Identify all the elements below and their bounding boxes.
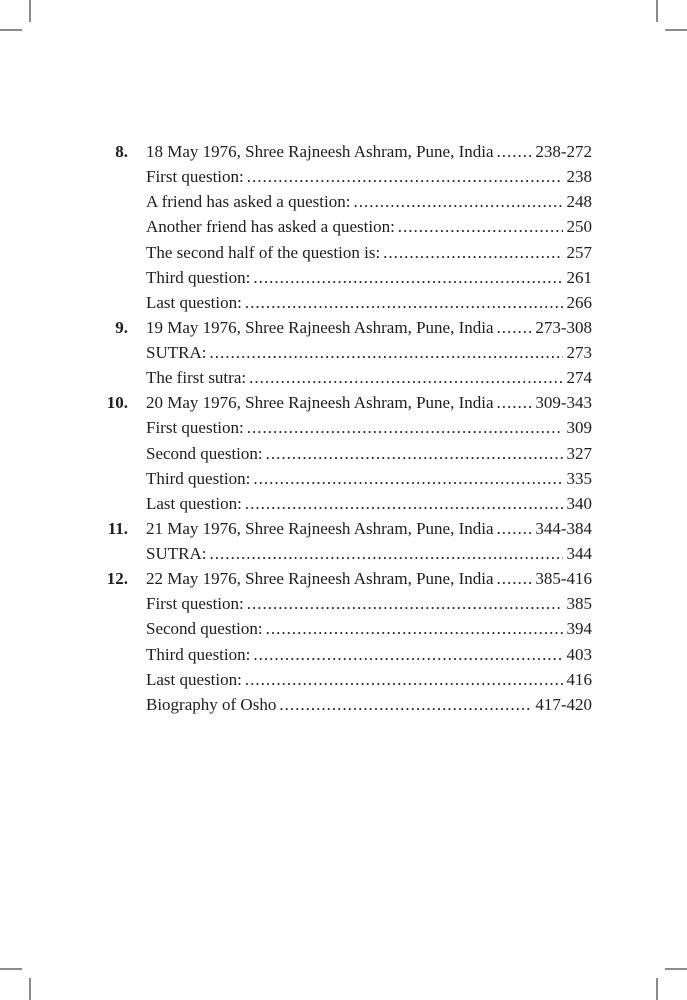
- toc-row: [94, 616, 592, 641]
- toc-row: [94, 240, 592, 265]
- toc-row-leader: [247, 415, 563, 440]
- toc-row-pages: 266: [566, 292, 592, 312]
- toc-row-pages: 416: [566, 669, 592, 689]
- toc-row: [94, 441, 592, 466]
- toc-row-label: Second question:: [146, 443, 263, 463]
- toc-row-leader: [209, 541, 562, 566]
- toc-row-leader: [247, 164, 563, 189]
- toc-row-label: First question:: [146, 418, 244, 438]
- toc-row-pages: 248: [566, 192, 592, 212]
- toc-row-number: 12.: [106, 569, 128, 589]
- toc-row: [94, 415, 592, 440]
- toc-row-pages: 403: [566, 644, 592, 664]
- toc-row-label: Third question:: [146, 468, 251, 488]
- toc-row-label: 18 May 1976, Shree Rajneesh Ashram, Pune, India: [146, 142, 494, 161]
- toc-row-pages: 309: [566, 418, 592, 438]
- toc-row-number: 8.: [115, 142, 128, 161]
- toc-row-label: A friend has asked a question:: [146, 192, 351, 212]
- toc-row-pages: 261: [566, 267, 592, 287]
- toc-row-label: Last question:: [146, 669, 242, 689]
- toc-row-pages: 385-416: [535, 569, 592, 589]
- toc-row: [94, 214, 592, 239]
- crop-mark-top-left-vertical: [29, 0, 31, 22]
- toc-row-label: Biography of Osho: [146, 694, 277, 714]
- toc-row-number: 9.: [115, 317, 128, 337]
- toc-row-label: The first sutra:: [146, 368, 247, 388]
- toc-row-pages: 273-308: [535, 317, 592, 337]
- toc-row-pages: 238: [566, 167, 592, 187]
- toc-row-leader: [353, 189, 562, 214]
- toc-row-leader: [497, 315, 532, 340]
- toc-row-label: Last question:: [146, 292, 242, 312]
- toc-row-label: SUTRA:: [146, 343, 207, 362]
- toc-row-label: 20 May 1976, Shree Rajneesh Ashram, Pune, India: [146, 393, 494, 413]
- toc-chapter-row: [94, 139, 592, 164]
- toc-row-number: 11.: [107, 518, 128, 538]
- toc-row-pages: 344-384: [535, 518, 592, 538]
- toc-chapter-row: [94, 566, 592, 591]
- toc-row-label: Second question:: [146, 619, 263, 639]
- toc-row-leader: [253, 642, 562, 667]
- toc-row-label: Another friend has asked a question:: [146, 217, 395, 237]
- toc-row-leader: [383, 240, 562, 265]
- toc-row: [94, 642, 592, 667]
- toc-row: [94, 290, 592, 315]
- toc-row-label: SUTRA:: [146, 544, 207, 563]
- toc-row-label: First question:: [146, 167, 244, 187]
- toc-row-leader: [497, 516, 532, 541]
- toc-row-leader: [279, 692, 531, 717]
- toc-row-leader: [249, 365, 562, 390]
- toc-chapter-row: [94, 516, 592, 541]
- toc-list: [94, 139, 592, 717]
- toc-row: [94, 491, 592, 516]
- toc-row-pages: 327: [566, 443, 592, 463]
- toc-row-label: Third question:: [146, 267, 251, 287]
- toc-row: [94, 365, 592, 390]
- toc-row-label: 21 May 1976, Shree Rajneesh Ashram, Pune, India: [146, 518, 494, 538]
- toc-row-pages: 335: [566, 468, 592, 488]
- crop-mark-top-left-horizontal: [0, 29, 22, 31]
- toc-row: [94, 340, 592, 365]
- toc-row: [94, 667, 592, 692]
- crop-mark-top-right-vertical: [656, 0, 658, 22]
- toc-row-pages: 344: [566, 544, 592, 563]
- toc-row: [94, 265, 592, 290]
- toc-row-leader: [497, 566, 532, 591]
- toc-row-pages: 274: [566, 368, 592, 388]
- toc-chapter-row: [94, 390, 592, 415]
- toc-row: [94, 692, 592, 717]
- toc-row-label: Third question:: [146, 644, 251, 664]
- toc-row-leader: [266, 441, 563, 466]
- toc-row-number: 10.: [106, 393, 128, 413]
- toc-row-leader: [245, 290, 563, 315]
- toc-row-label: 19 May 1976, Shree Rajneesh Ashram, Pune, India: [146, 317, 494, 337]
- toc-row-label: First question:: [146, 594, 244, 614]
- toc-row: [94, 591, 592, 616]
- toc-row: [94, 164, 592, 189]
- crop-mark-bottom-left-vertical: [29, 978, 31, 1000]
- toc-row: [94, 189, 592, 214]
- toc-chapter-row: [94, 315, 592, 340]
- toc-row-label: Last question:: [146, 493, 242, 513]
- crop-mark-bottom-left-horizontal: [0, 968, 22, 970]
- toc-row-leader: [209, 340, 562, 365]
- toc-row-leader: [398, 214, 563, 239]
- toc-row-label: The second half of the question is:: [146, 242, 381, 262]
- toc-row-leader: [247, 591, 563, 616]
- crop-mark-top-right-horizontal: [665, 29, 687, 31]
- toc-row-leader: [253, 265, 562, 290]
- toc-row-pages: 238-272: [535, 142, 592, 161]
- toc-row-leader: [497, 390, 532, 415]
- toc-row-pages: 417-420: [535, 694, 592, 714]
- toc-row: [94, 541, 592, 566]
- toc-row-leader: [245, 491, 563, 516]
- toc-row-label: 22 May 1976, Shree Rajneesh Ashram, Pune, India: [146, 569, 494, 589]
- toc-row-leader: [253, 466, 562, 491]
- toc-row-pages: 257: [566, 242, 592, 262]
- toc-row-leader: [266, 616, 563, 641]
- toc-row-leader: [245, 667, 563, 692]
- toc-row-leader: [497, 139, 532, 164]
- toc-row-pages: 273: [566, 343, 592, 362]
- toc-row-pages: 385: [566, 594, 592, 614]
- toc-row-pages: 250: [566, 217, 592, 237]
- toc-row-pages: 394: [566, 619, 592, 639]
- toc-row-pages: 340: [566, 493, 592, 513]
- toc-row: [94, 466, 592, 491]
- crop-mark-bottom-right-horizontal: [665, 968, 687, 970]
- toc-row-pages: 309-343: [535, 393, 592, 413]
- crop-mark-bottom-right-vertical: [656, 978, 658, 1000]
